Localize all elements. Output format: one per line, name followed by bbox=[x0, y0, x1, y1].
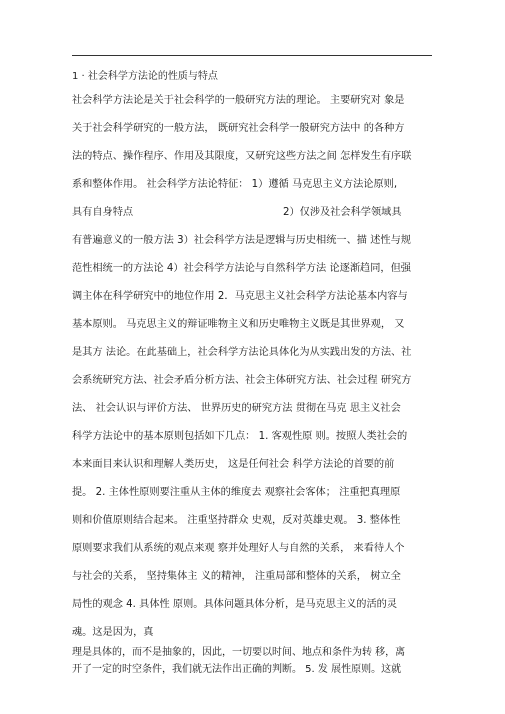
body-line-16: 则和价值原则结合起来。 注重坚持群众 史观，反对英雄史观。 3. 整体性 bbox=[72, 515, 401, 526]
top-rule bbox=[72, 55, 432, 56]
body-line-9: 基本原则。 马克思主义的辩证唯物主义和历史唯物主义既是其世界观， 又 bbox=[72, 319, 405, 330]
body-line-6: 有普遍意义的一般方法 3）社会科学方法是逻辑与历史相统一、描 述性与规 bbox=[72, 235, 411, 246]
body-line-5-right: 2）仅涉及社会科学领域具 bbox=[283, 207, 402, 218]
body-line-18: 与社会的关系， 坚持集体主 义的精神， 注重局部和整体的关系， 树立全 bbox=[72, 571, 401, 582]
section-heading: 1 · 社会科学方法论的性质与特点 bbox=[72, 71, 218, 82]
body-line-14: 本来面目来认识和理解人类历史， 这是任何社会 科学方法论的首要的前 bbox=[72, 459, 395, 470]
body-line-15: 提。 2. 主体性原则要注重从主体的维度去 观察社会客体； 注重把真理原 bbox=[72, 487, 401, 498]
body-line-10: 是其方 法论。在此基础上，社会科学方法论具体化为从实践出发的方法、社 bbox=[72, 347, 412, 358]
body-line-8: 调主体在科学研究中的地位作用 2．马克思主义社会科学方法论基本内容与 bbox=[72, 291, 408, 302]
body-line-21: 理是具体的，而不是抽象的，因此，一切要以时间、地点和条件为转 移，离 bbox=[72, 647, 406, 658]
body-line-22: 开了一定的时空条件，我们就无法作出正确的判断。 5. 发 展性原则。这就 bbox=[72, 664, 402, 675]
body-line-2: 关于社会科学研究的一般方法， 既研究社会科学一般研究方法中 的各种方 bbox=[72, 123, 405, 134]
body-line-11: 会系统研究方法、社会矛盾分析方法、社会主体研究方法、社会过程 研究方 bbox=[72, 375, 412, 386]
body-line-12: 法、 社会认识与评价方法、 世界历史的研究方法 贯彻在马克 思主义社会 bbox=[72, 403, 401, 414]
body-line-5: 具有自身特点 bbox=[72, 207, 134, 218]
body-line-7: 范性相统一的方法论 4）社会科学方法论与自然科学方法 论逐渐趋同，但强 bbox=[72, 263, 411, 274]
body-line-17: 原则要求我们从系统的观点来观 察并处理好人与自然的关系， 来看待人个 bbox=[72, 543, 405, 554]
body-line-20: 魂。这是因为，真 bbox=[72, 627, 154, 638]
body-line-4: 系和整体作用。 社会科学方法论特征： 1）遵循 马克思主义方法论原则, bbox=[72, 179, 398, 190]
body-line-13: 科学方法论中的基本原则包括如下几点： 1. 客观性原 则。按照人类社会的 bbox=[72, 431, 408, 442]
body-line-1: 社会科学方法论是关于社会科学的一般研究方法的理论。 主要研究对 象是 bbox=[72, 95, 405, 106]
body-line-3: 法的特点、操作程序、作用及其限度，又研究这些方法之间 怎样发生有序联 bbox=[72, 151, 412, 162]
body-line-19: 局性的观念 4. 具体性 原则。具体问题具体分析，是马克思主义的活的灵 bbox=[72, 599, 398, 610]
